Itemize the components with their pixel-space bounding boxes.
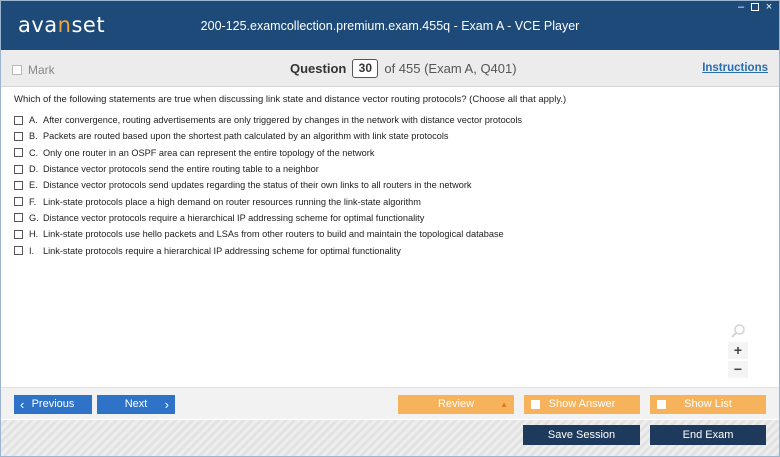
answer-options <box>14 112 522 259</box>
window-controls <box>736 2 774 12</box>
option-text: Distance vector protocols send the entire routing table to a neighbor <box>43 164 319 175</box>
option-text: After convergence, routing advertisements are only triggered by changes in the network with distance vector protocols <box>43 115 523 126</box>
option-i[interactable] <box>14 242 522 258</box>
show-list-button[interactable] <box>650 395 766 414</box>
show-answer-label: Show Answer <box>548 398 616 410</box>
mark-checkbox-box[interactable] <box>12 65 22 75</box>
option-letter: F. <box>29 196 37 207</box>
show-answer-button[interactable] <box>524 395 640 414</box>
option-checkbox[interactable] <box>14 116 23 125</box>
option-checkbox[interactable] <box>14 165 23 174</box>
close-button[interactable]: × <box>765 1 773 13</box>
end-exam-button[interactable]: End Exam <box>650 425 766 445</box>
footer-bar <box>0 420 780 457</box>
option-text: Distance vector protocols send updates regarding the status of their own links to all routers in the network <box>43 180 472 191</box>
option-text: Link-state protocols place a high demand on router resources running the link-state algorithm <box>43 196 421 207</box>
mark-checkbox[interactable] <box>12 63 55 77</box>
option-text: Only one router in an OSPF area can represent the entire topology of the network <box>43 147 375 158</box>
option-checkbox[interactable] <box>14 246 23 255</box>
show-list-checkbox[interactable] <box>657 400 666 409</box>
mark-label: Mark <box>28 63 55 77</box>
zoom-in-button[interactable]: + <box>728 342 748 359</box>
option-text: Link-state protocols require a hierarchical IP addressing scheme for optimal functionality <box>43 245 401 256</box>
question-text: Which of the following statements are true when discussing link state and distance vector routing protocols? (Choose all that apply.) <box>14 94 567 105</box>
show-answer-checkbox[interactable] <box>531 400 540 409</box>
save-session-button[interactable]: Save Session <box>523 425 640 445</box>
app-logo: avanset <box>18 13 106 37</box>
minimize-button[interactable]: – <box>737 1 745 13</box>
title-bar <box>0 0 780 50</box>
option-letter: I. <box>29 245 35 256</box>
next-label: Next <box>124 398 148 410</box>
next-button[interactable] <box>97 395 175 414</box>
previous-button[interactable] <box>14 395 92 414</box>
review-label: Review <box>437 398 475 410</box>
option-text: Distance vector protocols require a hierarchical IP addressing scheme for optimal functionality <box>43 212 425 223</box>
option-e[interactable] <box>14 177 522 193</box>
option-letter: E. <box>29 180 38 191</box>
option-letter: C. <box>29 147 39 158</box>
option-d[interactable] <box>14 161 522 177</box>
option-checkbox[interactable] <box>14 148 23 157</box>
question-number-input[interactable]: 30 <box>352 59 378 78</box>
chevron-left-icon: ‹ <box>20 397 25 412</box>
magnifier-icon <box>730 323 746 339</box>
option-letter: D. <box>29 164 39 175</box>
option-checkbox[interactable] <box>14 132 23 141</box>
option-checkbox[interactable] <box>14 213 23 222</box>
question-indicator <box>290 59 517 78</box>
option-checkbox[interactable] <box>14 181 23 190</box>
option-c[interactable] <box>14 145 522 161</box>
option-letter: G. <box>29 212 39 223</box>
option-checkbox[interactable] <box>14 197 23 206</box>
question-header <box>0 50 780 87</box>
option-checkbox[interactable] <box>14 230 23 239</box>
previous-label: Previous <box>31 398 75 410</box>
option-f[interactable] <box>14 193 522 209</box>
show-list-label: Show List <box>684 398 732 410</box>
window-title: 200-125.examcollection.premium.exam.455q - Exam A - VCE Player <box>200 19 580 33</box>
zoom-out-button[interactable]: − <box>728 361 748 378</box>
option-letter: A. <box>29 115 38 126</box>
triangle-up-icon: ▲ <box>500 400 508 409</box>
review-button[interactable] <box>398 395 514 414</box>
question-word: Question <box>290 61 347 76</box>
instructions-link[interactable]: Instructions <box>702 62 768 74</box>
option-letter: H. <box>29 229 39 240</box>
maximize-button[interactable] <box>751 3 759 11</box>
option-g[interactable] <box>14 210 522 226</box>
question-total: of 455 (Exam A, Q401) <box>384 61 517 76</box>
option-h[interactable] <box>14 226 522 242</box>
zoom-controls <box>728 342 748 378</box>
question-content <box>0 88 780 386</box>
chevron-right-icon: › <box>164 397 169 412</box>
navigation-bar <box>0 387 780 419</box>
option-text: Packets are routed based upon the shortest path calculated by an algorithm with link state protocols <box>43 131 449 142</box>
option-a[interactable] <box>14 112 522 128</box>
option-letter: B. <box>29 131 38 142</box>
option-text: Link-state protocols use hello packets and LSAs from other routers to build and maintain the topological database <box>43 229 504 240</box>
option-b[interactable] <box>14 128 522 144</box>
